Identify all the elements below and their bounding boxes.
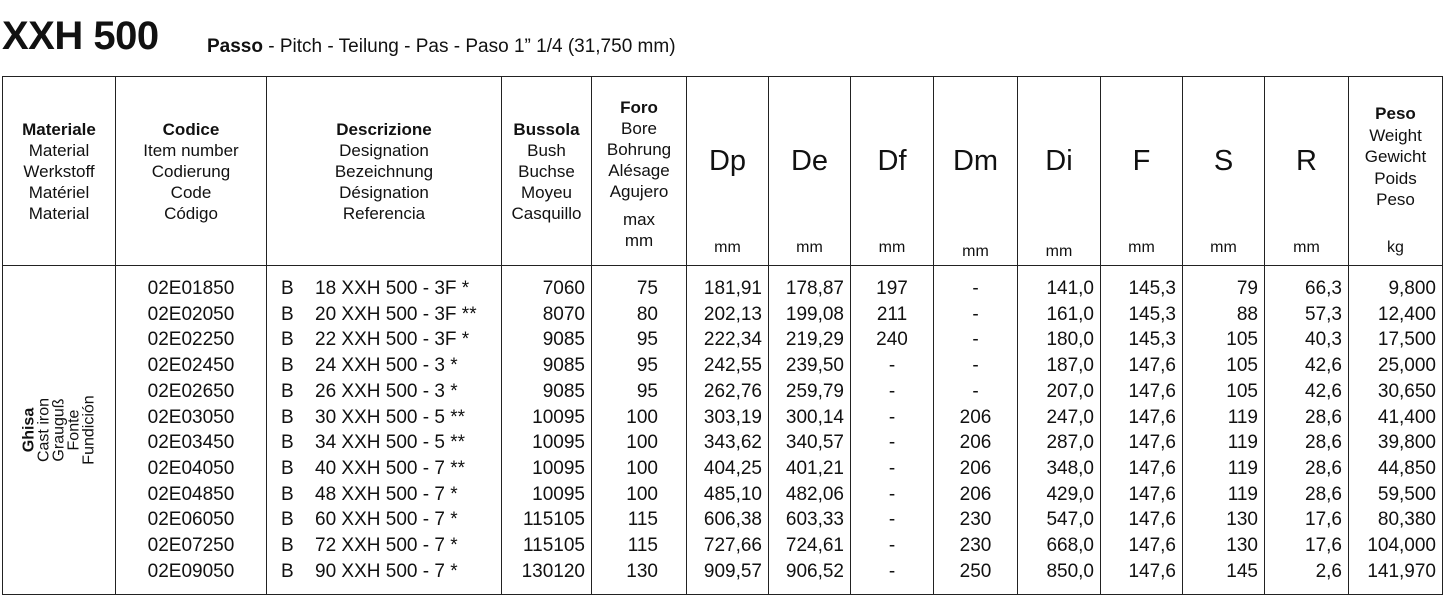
header-materiale-en: Material (28, 140, 90, 160)
cell-de: 239,50 (769, 353, 851, 379)
description-prefix: B (281, 278, 294, 299)
cell-bush: 9085 (502, 353, 592, 379)
cell-bore: 75 (592, 266, 687, 302)
cell-de: 300,14 (769, 405, 851, 431)
header-foro-max: max (622, 210, 656, 229)
cell-bore: 130 (592, 559, 687, 595)
header-r (1265, 77, 1349, 266)
pitch-subtitle (207, 37, 676, 56)
header-de-label: De (790, 145, 829, 177)
material-cell (3, 266, 116, 595)
material-name-1: Cast iron (35, 398, 53, 463)
cell-s: 145 (1183, 559, 1265, 595)
cell-description (267, 405, 502, 431)
header-df-unit: mm (878, 239, 906, 256)
cell-bush: 7060 (502, 266, 592, 302)
cell-s: 119 (1183, 482, 1265, 508)
header-materiale-fr: Matériel (28, 182, 90, 202)
cell-weight: 30,650 (1349, 379, 1443, 405)
cell-f: 145,3 (1101, 327, 1183, 353)
cell-bore: 100 (592, 405, 687, 431)
cell-code: 02E04850 (116, 482, 267, 508)
table-row (3, 507, 1443, 533)
header-codice-de: Codierung (151, 161, 231, 181)
header-dp-label: Dp (708, 145, 747, 177)
cell-bush: 8070 (502, 302, 592, 328)
cell-code: 02E02050 (116, 302, 267, 328)
cell-description (267, 507, 502, 533)
cell-description (267, 430, 502, 456)
header-de (769, 77, 851, 266)
cell-weight: 9,800 (1349, 266, 1443, 302)
cell-bush: 115105 (502, 533, 592, 559)
header-codice-en: Item number (143, 140, 239, 160)
header-di-label: Di (1045, 145, 1073, 177)
cell-de: 178,87 (769, 266, 851, 302)
cell-bush: 10095 (502, 430, 592, 456)
header-dm-label: Dm (952, 145, 999, 177)
cell-code: 02E03050 (116, 405, 267, 431)
cell-di: 180,0 (1018, 327, 1101, 353)
cell-dm: 206 (934, 456, 1018, 482)
cell-df: - (851, 430, 934, 456)
pitch-label: Passo (207, 36, 263, 57)
header-descrizione-de: Bezeichnung (334, 161, 434, 181)
cell-f: 147,6 (1101, 430, 1183, 456)
material-name-3: Fonte (65, 409, 83, 451)
cell-description (267, 302, 502, 328)
cell-dp: 242,55 (687, 353, 769, 379)
cell-df: - (851, 353, 934, 379)
cell-weight: 44,850 (1349, 456, 1443, 482)
cell-bush: 115105 (502, 507, 592, 533)
material-name-4: Fundición (80, 395, 98, 465)
header-descrizione-es: Referencia (342, 203, 426, 223)
cell-bush: 10095 (502, 482, 592, 508)
cell-de: 724,61 (769, 533, 851, 559)
cell-df: - (851, 482, 934, 508)
description-text: 24 XXH 500 - 3 * (315, 355, 458, 377)
table-row (3, 559, 1443, 595)
cell-weight: 104,000 (1349, 533, 1443, 559)
cell-df: - (851, 559, 934, 595)
cell-r: 57,3 (1265, 302, 1349, 328)
cell-df: - (851, 533, 934, 559)
header-foro (592, 77, 687, 266)
cell-dm: 230 (934, 507, 1018, 533)
header-bussola (502, 77, 592, 266)
cell-f: 147,6 (1101, 456, 1183, 482)
cell-s: 130 (1183, 533, 1265, 559)
header-f-unit: mm (1128, 239, 1155, 256)
description-text: 22 XXH 500 - 3F * (315, 329, 470, 351)
cell-bore: 115 (592, 533, 687, 559)
cell-di: 287,0 (1018, 430, 1101, 456)
cell-weight: 59,500 (1349, 482, 1443, 508)
cell-code: 02E04050 (116, 456, 267, 482)
cell-dp: 343,62 (687, 430, 769, 456)
cell-r: 66,3 (1265, 266, 1349, 302)
header-codice-fr: Code (170, 182, 212, 202)
cell-dp: 485,10 (687, 482, 769, 508)
cell-dm: - (934, 302, 1018, 328)
cell-di: 668,0 (1018, 533, 1101, 559)
cell-f: 147,6 (1101, 559, 1183, 595)
table-row (3, 302, 1443, 328)
header-dp (687, 77, 769, 266)
header-df-label: Df (877, 145, 907, 177)
cell-description (267, 559, 502, 595)
cell-s: 105 (1183, 379, 1265, 405)
cell-dp: 181,91 (687, 266, 769, 302)
header-descrizione-en: Designation (339, 140, 429, 160)
header-bussola-it: Bussola (513, 119, 580, 139)
header-foro-unit: mm (624, 231, 654, 250)
table-row (3, 533, 1443, 559)
description-prefix: B (281, 483, 294, 505)
cell-bore: 95 (592, 327, 687, 353)
cell-dm: 206 (934, 430, 1018, 456)
cell-bush: 130120 (502, 559, 592, 595)
header-codice-es: Código (164, 203, 218, 223)
table-row (3, 405, 1443, 431)
header-f (1101, 77, 1183, 266)
pitch-value: - Pitch - Teilung - Pas - Paso 1” 1/4 (31,750 mm) (262, 36, 676, 57)
cell-code: 02E02250 (116, 327, 267, 353)
cell-de: 340,57 (769, 430, 851, 456)
header-peso-es: Peso (1376, 190, 1415, 209)
cell-de: 906,52 (769, 559, 851, 595)
header-bussola-en: Bush (527, 140, 566, 160)
cell-weight: 39,800 (1349, 430, 1443, 456)
cell-r: 40,3 (1265, 327, 1349, 353)
cell-bush: 10095 (502, 456, 592, 482)
description-text: 72 XXH 500 - 7 * (315, 535, 458, 557)
header-foro-de: Bohrung (606, 140, 672, 159)
cell-bore: 115 (592, 507, 687, 533)
cell-de: 219,29 (769, 327, 851, 353)
description-prefix: B (281, 509, 294, 531)
description-text: 30 XXH 500 - 5 ** (315, 406, 465, 428)
sprocket-spec-table (2, 76, 1443, 595)
cell-de: 401,21 (769, 456, 851, 482)
material-group-label (22, 396, 97, 465)
cell-code: 02E03450 (116, 430, 267, 456)
cell-weight: 25,000 (1349, 353, 1443, 379)
cell-s: 130 (1183, 507, 1265, 533)
cell-r: 2,6 (1265, 559, 1349, 595)
cell-df: - (851, 456, 934, 482)
description-text: 18 XXH 500 - 3F * (315, 278, 470, 299)
table-row (3, 430, 1443, 456)
cell-r: 28,6 (1265, 405, 1349, 431)
header-foro-es: Agujero (609, 182, 669, 201)
cell-de: 482,06 (769, 482, 851, 508)
header-di (1018, 77, 1101, 266)
cell-weight: 41,400 (1349, 405, 1443, 431)
description-prefix: B (281, 380, 294, 402)
cell-f: 147,6 (1101, 405, 1183, 431)
cell-df: - (851, 379, 934, 405)
header-r-unit: mm (1293, 239, 1320, 256)
header-s (1183, 77, 1265, 266)
cell-code: 02E02450 (116, 353, 267, 379)
cell-r: 28,6 (1265, 430, 1349, 456)
cell-di: 850,0 (1018, 559, 1101, 595)
cell-code: 02E02650 (116, 379, 267, 405)
table-row (3, 379, 1443, 405)
cell-code: 02E06050 (116, 507, 267, 533)
cell-dm: 206 (934, 482, 1018, 508)
cell-bush: 10095 (502, 405, 592, 431)
cell-weight: 141,970 (1349, 559, 1443, 595)
cell-bush: 9085 (502, 327, 592, 353)
header-foro-it: Foro (620, 98, 658, 117)
description-prefix: B (281, 457, 294, 479)
header-df (851, 77, 934, 266)
cell-f: 147,6 (1101, 507, 1183, 533)
header-row (3, 77, 1443, 266)
cell-weight: 17,500 (1349, 327, 1443, 353)
cell-dp: 727,66 (687, 533, 769, 559)
description-prefix: B (281, 355, 294, 377)
header-peso (1349, 77, 1443, 266)
cell-dm: 230 (934, 533, 1018, 559)
cell-f: 145,3 (1101, 302, 1183, 328)
cell-weight: 80,380 (1349, 507, 1443, 533)
cell-r: 17,6 (1265, 507, 1349, 533)
table-row (3, 482, 1443, 508)
table-row (3, 353, 1443, 379)
header-de-unit: mm (796, 239, 823, 256)
cell-code: 02E07250 (116, 533, 267, 559)
header-r-label: R (1296, 145, 1317, 177)
description-prefix: B (281, 329, 294, 351)
cell-s: 105 (1183, 353, 1265, 379)
header-foro-fr: Alésage (608, 161, 670, 180)
header-codice (116, 77, 267, 266)
cell-bore: 95 (592, 353, 687, 379)
cell-description (267, 482, 502, 508)
cell-code: 02E01850 (116, 266, 267, 302)
description-text: 48 XXH 500 - 7 * (315, 483, 458, 505)
cell-s: 119 (1183, 430, 1265, 456)
cell-description (267, 456, 502, 482)
page-title: XXH 500 (2, 14, 159, 58)
description-text: 90 XXH 500 - 7 * (315, 560, 458, 582)
header-materiale-es: Material (28, 203, 90, 223)
cell-di: 161,0 (1018, 302, 1101, 328)
header-peso-de: Gewicht (1364, 147, 1427, 166)
cell-bore: 80 (592, 302, 687, 328)
cell-r: 28,6 (1265, 482, 1349, 508)
cell-dp: 262,76 (687, 379, 769, 405)
cell-dp: 202,13 (687, 302, 769, 328)
cell-code: 02E09050 (116, 559, 267, 595)
cell-r: 17,6 (1265, 533, 1349, 559)
cell-bore: 100 (592, 430, 687, 456)
header-bussola-de: Buchse (518, 161, 575, 181)
description-text: 26 XXH 500 - 3 * (315, 380, 458, 402)
cell-dp: 606,38 (687, 507, 769, 533)
cell-bore: 100 (592, 482, 687, 508)
cell-dm: 250 (934, 559, 1018, 595)
cell-dm: 206 (934, 405, 1018, 431)
cell-di: 348,0 (1018, 456, 1101, 482)
table-row (3, 327, 1443, 353)
cell-f: 147,6 (1101, 379, 1183, 405)
cell-r: 42,6 (1265, 353, 1349, 379)
material-name-0: Ghisa (20, 407, 38, 453)
description-text: 40 XXH 500 - 7 ** (315, 457, 465, 479)
header-dm (934, 77, 1018, 266)
cell-de: 603,33 (769, 507, 851, 533)
cell-dp: 222,34 (687, 327, 769, 353)
cell-di: 547,0 (1018, 507, 1101, 533)
cell-dp: 404,25 (687, 456, 769, 482)
cell-f: 147,6 (1101, 533, 1183, 559)
material-name-2: Grauguß (50, 398, 68, 462)
description-prefix: B (281, 406, 294, 428)
header-codice-it: Codice (162, 119, 220, 139)
header-peso-en: Weight (1369, 125, 1422, 145)
cell-s: 79 (1183, 266, 1265, 302)
cell-dp: 303,19 (687, 405, 769, 431)
header-f-label: F (1132, 145, 1151, 177)
cell-df: - (851, 507, 934, 533)
cell-description (267, 533, 502, 559)
header-di-unit: mm (1045, 243, 1073, 260)
cell-df: - (851, 405, 934, 431)
description-prefix: B (281, 535, 294, 557)
cell-s: 105 (1183, 327, 1265, 353)
description-text: 20 XXH 500 - 3F ** (315, 303, 477, 325)
cell-bore: 100 (592, 456, 687, 482)
cell-dp: 909,57 (687, 559, 769, 595)
header-bussola-fr: Moyeu (520, 182, 573, 202)
cell-dm: - (934, 327, 1018, 353)
cell-dm: - (934, 379, 1018, 405)
header-descrizione-fr: Désignation (339, 182, 429, 202)
cell-de: 259,79 (769, 379, 851, 405)
cell-f: 147,6 (1101, 482, 1183, 508)
table-row (3, 266, 1443, 302)
header-peso-unit: kg (1387, 239, 1404, 256)
header-dm-unit: mm (962, 243, 989, 260)
cell-bore: 95 (592, 379, 687, 405)
cell-di: 429,0 (1018, 482, 1101, 508)
description-prefix: B (281, 303, 294, 325)
cell-description (267, 266, 502, 302)
header-descrizione (267, 77, 502, 266)
cell-di: 207,0 (1018, 379, 1101, 405)
header-peso-it: Peso (1375, 104, 1416, 123)
cell-bush: 9085 (502, 379, 592, 405)
header-s-unit: mm (1210, 239, 1237, 256)
header-bussola-es: Casquillo (511, 203, 582, 223)
cell-s: 119 (1183, 405, 1265, 431)
header-dp-unit: mm (714, 239, 741, 256)
cell-description (267, 353, 502, 379)
header-materiale-de: Werkstoff (23, 161, 95, 181)
cell-df: 211 (851, 302, 934, 328)
description-text: 34 XXH 500 - 5 ** (315, 432, 465, 454)
cell-df: 197 (851, 266, 934, 302)
header-peso-fr: Poids (1374, 168, 1417, 188)
cell-weight: 12,400 (1349, 302, 1443, 328)
cell-di: 141,0 (1018, 266, 1101, 302)
cell-f: 145,3 (1101, 266, 1183, 302)
cell-f: 147,6 (1101, 353, 1183, 379)
cell-di: 247,0 (1018, 405, 1101, 431)
cell-r: 28,6 (1265, 456, 1349, 482)
cell-s: 88 (1183, 302, 1265, 328)
cell-dm: - (934, 266, 1018, 302)
table-row (3, 456, 1443, 482)
cell-di: 187,0 (1018, 353, 1101, 379)
cell-r: 42,6 (1265, 379, 1349, 405)
description-prefix: B (281, 432, 294, 454)
cell-description (267, 379, 502, 405)
header-materiale (3, 77, 116, 266)
description-text: 60 XXH 500 - 7 * (315, 509, 458, 531)
cell-description (267, 327, 502, 353)
header-foro-en: Bore (621, 119, 657, 138)
header-descrizione-it: Descrizione (336, 119, 432, 139)
cell-df: 240 (851, 327, 934, 353)
header-s-label: S (1213, 145, 1234, 177)
header-materiale-it: Materiale (22, 119, 96, 139)
description-prefix: B (281, 560, 294, 582)
cell-dm: - (934, 353, 1018, 379)
cell-s: 119 (1183, 456, 1265, 482)
cell-de: 199,08 (769, 302, 851, 328)
